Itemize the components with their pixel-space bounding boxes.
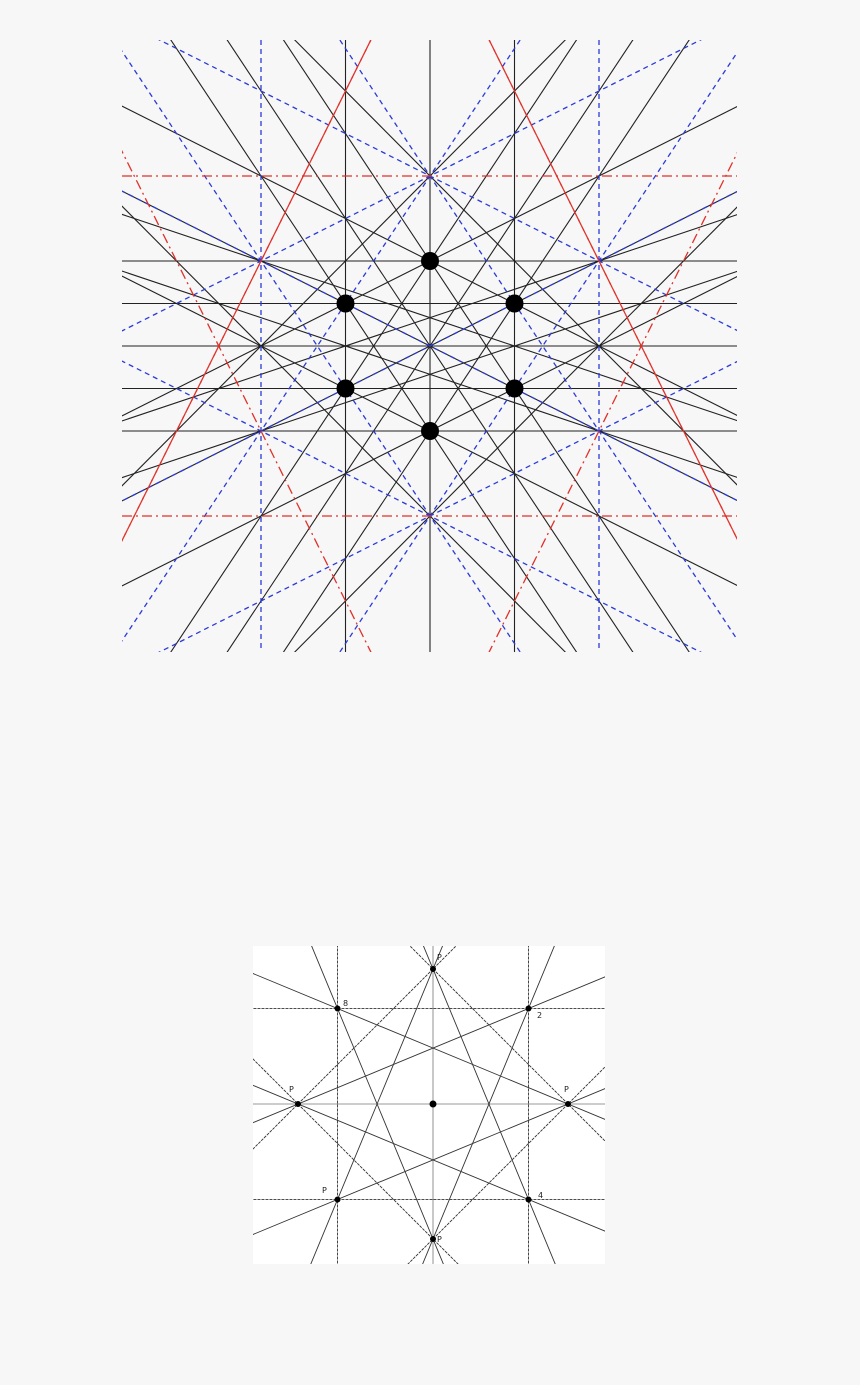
bold-point-6 — [421, 422, 439, 440]
octagon-line — [253, 946, 605, 1264]
octagon-line — [253, 946, 605, 1264]
octagon-line — [253, 946, 605, 1264]
octagon-line — [253, 946, 605, 1264]
octagon-line — [253, 946, 605, 1264]
octagon-line — [253, 946, 605, 1264]
octagon-line — [253, 946, 605, 1264]
label-p1: P — [437, 953, 442, 962]
bold-point-1 — [421, 252, 439, 270]
label-p8: 8 — [343, 999, 349, 1008]
figure-7-diagram — [122, 40, 737, 652]
octagon-vertex-7 — [295, 1101, 301, 1107]
bold-point-4 — [337, 380, 355, 398]
octagon-line — [253, 946, 605, 1264]
label-p7: P — [289, 1085, 294, 1094]
bold-point-5 — [506, 380, 524, 398]
octagon-vertex-3 — [565, 1101, 571, 1107]
octagon-vertex-6 — [335, 1196, 341, 1202]
octagon-line — [253, 946, 605, 1264]
label-p2: 2 — [537, 1011, 543, 1020]
octagon-line — [253, 946, 605, 1264]
octagon-vertex-5 — [430, 1236, 436, 1242]
bold-point-3 — [506, 295, 524, 313]
figure-8-diagram — [253, 946, 605, 1264]
octagon-line — [253, 946, 605, 1264]
label-p4: 4 — [538, 1191, 544, 1200]
octagon-vertex-1 — [430, 966, 436, 972]
label-p3: P — [564, 1085, 569, 1094]
octagon-line — [253, 946, 605, 1264]
octagon-vertex-8 — [335, 1006, 341, 1012]
label-p6: P — [322, 1186, 327, 1195]
center-point — [430, 1101, 437, 1108]
bold-point-2 — [337, 295, 355, 313]
octagon-vertex-2 — [525, 1006, 531, 1012]
label-p5: P — [437, 1235, 442, 1244]
octagon-vertex-4 — [525, 1196, 531, 1202]
